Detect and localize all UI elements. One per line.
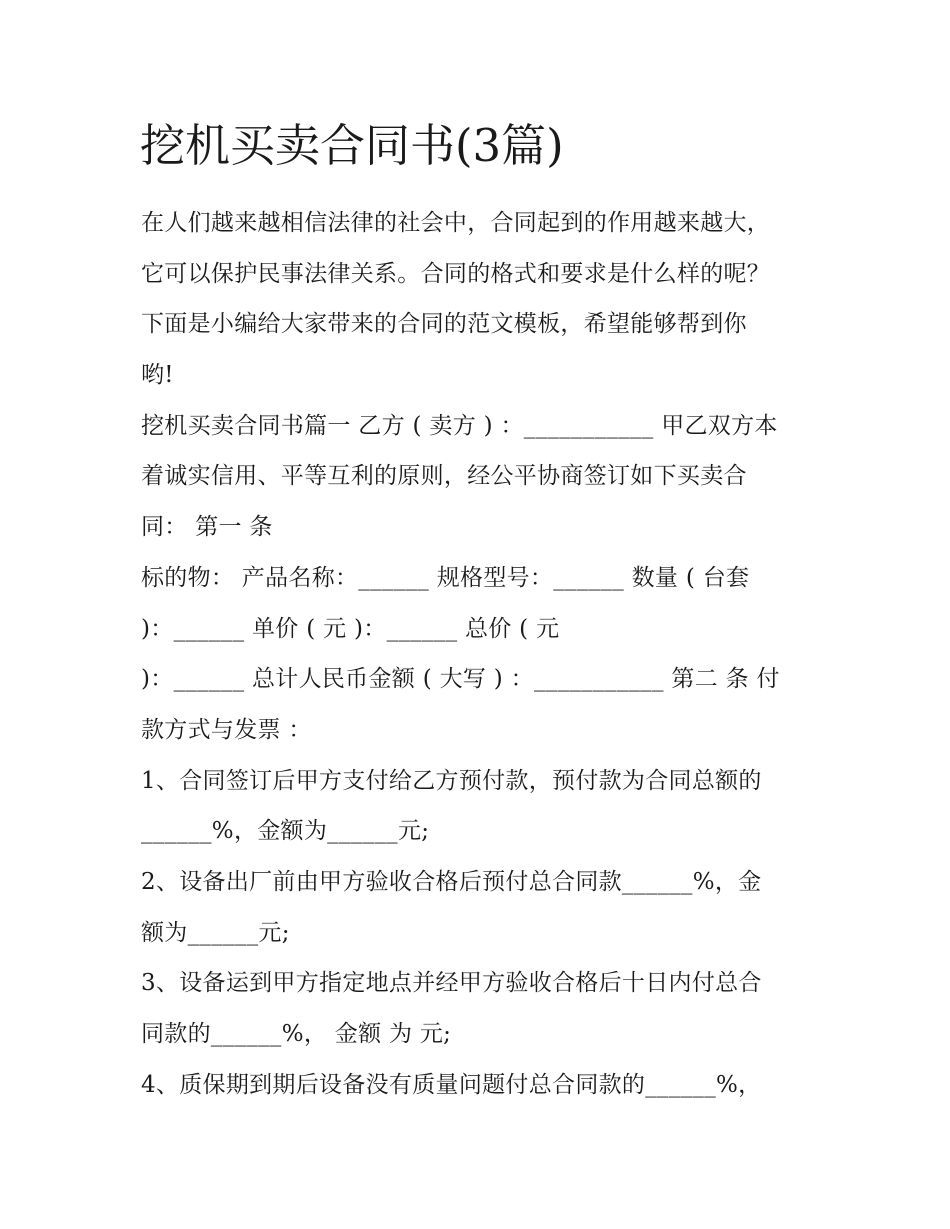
contract-line: 款方式与发票 ：	[141, 716, 312, 743]
payment-clause-line: 4、质保期到期后设备没有质量问题付总合同款的______%，	[141, 1071, 762, 1098]
payment-clause-line: 同款的______%， 金额 为 元;	[141, 1021, 452, 1047]
intro-line: 哟!	[141, 362, 174, 389]
document-title: 挖机买卖合同书(3篇)	[140, 119, 564, 172]
intro-line: 它可以保护民事法律关系。合同的格式和要求是什么样的呢？	[141, 260, 771, 287]
contract-line: 挖机买卖合同书篇一 乙方 ( 卖方 ) ：___________ 甲乙双方本	[141, 412, 778, 439]
intro-line: 下面是小编给大家带来的合同的范文模板，希望能够帮到你	[141, 311, 747, 338]
payment-clause-line: 1、合同签订后甲方支付给乙方预付款，预付款为合同总额的	[141, 767, 762, 794]
document-body	[141, 203, 780, 1115]
payment-clause-line: ______%，金额为______元;	[141, 818, 430, 845]
intro-line: 在人们越来越相信法律的社会中，合同起到的作用越来越大，	[141, 210, 771, 236]
contract-line: 着诚实信用、平等互利的原则，经公平协商签订如下买卖合	[141, 463, 747, 490]
contract-line: 标的物： 产品名称：______ 规格型号：______ 数量 ( 台套	[141, 564, 750, 591]
contract-line: )：______ 总计人民币金额 ( 大写 ) ：___________ 第二 条 付	[141, 666, 780, 693]
payment-clause-line: 额为______元;	[141, 919, 290, 946]
contract-line: )：______ 单价 ( 元 )：______ 总价 ( 元	[141, 615, 560, 642]
contract-line: 同： 第一 条	[141, 514, 273, 541]
payment-clause-line: 2、设备出厂前由甲方验收合格后预付总合同款______%，金	[141, 868, 762, 895]
payment-clause-line: 3、设备运到甲方指定地点并经甲方验收合格后十日内付总合	[141, 970, 762, 997]
